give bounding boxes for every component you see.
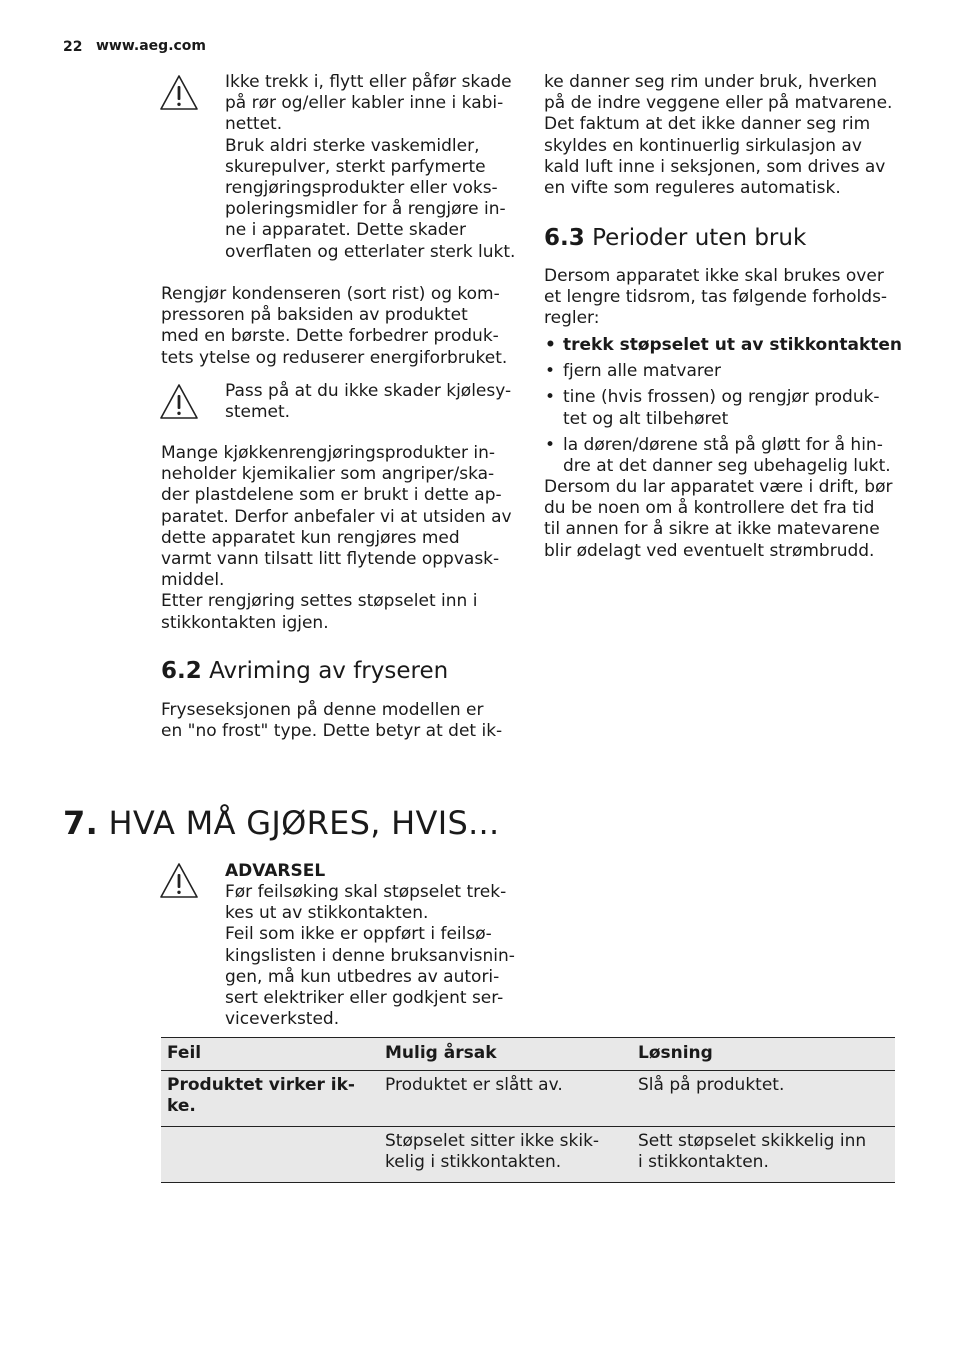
table-row: [161, 1070, 895, 1126]
table-cell-solution: Sett støpselet skikkelig inn i stikkontakten.: [632, 1126, 895, 1182]
warning-text-troubleshooting: Før feilsøking skal støpselet trek- kes ut av stikkontakten. Feil som ikke er oppført i feilsø- kingslisten i denne bruksanvisnin- gen, må kun utbedres av autori- sert elektriker eller godkjent ser- viceverksted.: [225, 882, 515, 1030]
list-item: • fjern alle matvarer: [544, 361, 914, 382]
warning-text-cables: Ikke trekk i, flytt eller påfør skade på rør og/eller kabler inne i kabi- nettet. Bruk aldri sterke vaskemidler, skurepulver, sterkt parfymerte rengjøringsprodukter eller voks- poleringsmidler for å rengjøre in- ne i apparatet. Dette skader overflaten og etterlater sterk lukt.: [225, 72, 516, 262]
list-item: • trekk støpselet ut av stikkontakten: [544, 335, 914, 356]
paragraph-keep-running: Dersom du lar apparatet være i drift, bør du be noen om å kontrollere det fra tid til annen for å sikre at ikke matevarene blir ødelagt ved eventuelt strømbrudd.: [544, 477, 893, 561]
warning-icon: [159, 74, 199, 112]
warning-icon: [159, 383, 199, 421]
precautions-list: [544, 335, 914, 482]
warning-text-cooling: Pass på at du ikke skader kjølesy- stemet.: [225, 381, 512, 423]
warning-title: ADVARSEL: [225, 861, 326, 881]
chapter-title: HVA MÅ GJØRES, HVIS...: [108, 804, 500, 842]
paragraph-cleaning-products: Mange kjøkkenrengjøringsprodukter in- neholder kjemikalier som angriper/ska- der plastdelene som er brukt i dette ap- paratet. Derfor anbefaler vi at utsiden av dette apparatet kun rengjøres med varmt vann tilsatt litt flytende oppvask- middel. Etter rengjøring settes støpselet inn i stikkontakten igjen.: [161, 443, 512, 633]
paragraph-no-frost: Fryseseksjonen på denne modellen er en "no frost" type. Dette betyr at det ik-: [161, 700, 503, 742]
column-header-solution: Løsning: [632, 1038, 895, 1071]
warning-icon: [159, 862, 199, 900]
website-url: www.aeg.com: [96, 38, 207, 54]
table-cell-cause: Støpselet sitter ikke skik- kelig i stikkontakten.: [379, 1126, 632, 1182]
table-cell-fault: [161, 1126, 379, 1182]
table-cell-cause: Produktet er slått av.: [379, 1070, 632, 1126]
paragraph-no-frost-continued: ke danner seg rim under bruk, hverken på de indre veggene eller på matvarene. Det faktum at det ikke danner seg rim skyldes en kontinuerlig sirkulasjon av kald luft inne i seksjonen, som drives av en vifte som reguleres automatisk.: [544, 72, 893, 199]
list-item: • tine (hvis frossen) og rengjør produk- tet og alt tilbehøret: [544, 387, 914, 429]
chapter-heading: [63, 803, 500, 843]
table-cell-fault: Produktet virker ik- ke.: [161, 1070, 379, 1126]
troubleshooting-table: [161, 1037, 895, 1183]
table-row: [161, 1126, 895, 1182]
page-number: 22: [63, 39, 83, 55]
table-cell-solution: Slå på produktet.: [632, 1070, 895, 1126]
paragraph-condenser: Rengjør kondenseren (sort rist) og kom- pressoren på baksiden av produktet med en børste. Dette forbedrer produk- tets ytelse og reduserer energiforbruket.: [161, 284, 508, 368]
list-item: • la døren/dørene stå på gløtt for å hin- dre at det danner seg ubehagelig lukt.: [544, 435, 914, 477]
section-title: Avriming av fryseren: [209, 658, 449, 684]
table-header-row: [161, 1038, 895, 1071]
section-number: 6.2: [161, 658, 202, 684]
column-header-fault: Feil: [161, 1038, 379, 1071]
section-number: 6.3: [544, 225, 585, 251]
column-header-cause: Mulig årsak: [379, 1038, 632, 1071]
section-heading-6-2: [161, 657, 448, 685]
section-heading-6-3: [544, 224, 806, 252]
paragraph-unused-periods: Dersom apparatet ikke skal brukes over et lengre tidsrom, tas følgende forholds- regler:: [544, 266, 888, 329]
section-title: Perioder uten bruk: [592, 225, 807, 251]
chapter-number: 7.: [63, 804, 99, 842]
